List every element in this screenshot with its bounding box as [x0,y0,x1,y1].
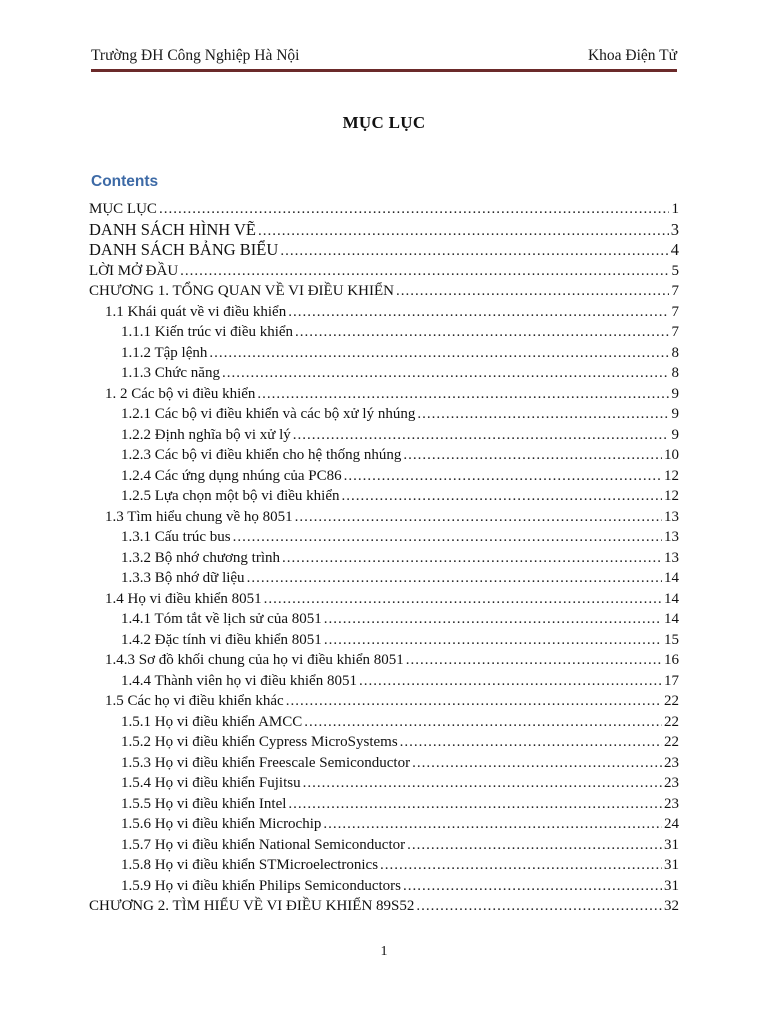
toc-entry[interactable] [89,199,679,220]
toc-leader-dots [233,527,662,548]
toc-entry[interactable] [89,630,679,651]
page-header [91,45,677,67]
toc-entry-page: 4 [670,240,679,259]
toc-leader-dots [180,261,669,282]
toc-entry-label: 1.5.3 Họ vi điều khiển Freescale Semiconductor [121,754,411,771]
toc-leader-dots [257,384,669,405]
toc-entry-label: DANH SÁCH HÌNH VẼ [89,219,256,239]
table-of-contents [89,199,679,917]
toc-entry-label: 1.4.1 Tóm tắt về lịch sử của 8051 [121,611,322,627]
toc-leader-dots [303,773,662,794]
toc-leader-dots [400,732,662,753]
toc-entry[interactable] [89,220,679,241]
toc-entry-label: 1.2.4 Các ứng dụng nhúng của PC86 [121,467,342,484]
toc-entry[interactable] [89,343,679,364]
toc-leader-dots [324,609,662,630]
header-school: Trường ĐH Công Nghiệp Hà Nội [91,47,300,64]
toc-entry[interactable] [89,261,679,282]
toc-entry-label: 1.1.3 Chức năng [121,365,220,381]
toc-leader-dots [295,507,662,528]
toc-entry-label: 1.3.3 Bộ nhớ dữ liệu [121,570,245,586]
toc-entry-label: 1.2.2 Định nghĩa bộ vi xử lý [121,426,291,443]
toc-entry-label: 1.5 Các họ vi điều khiển khác [105,693,284,709]
toc-leader-dots [396,281,669,302]
toc-entry-label: 1.5.8 Họ vi điều khiển STMicroelectronics [121,857,379,873]
toc-leader-dots [280,241,668,262]
toc-entry-label: 1.5.1 Họ vi điều khiển AMCC [121,713,303,730]
toc-leader-dots [293,425,669,446]
toc-entry-page: 9 [671,385,679,402]
toc-entry-page: 23 [664,775,679,791]
toc-entry-page: 8 [671,344,679,361]
header-faculty: Khoa Điện Tử [587,47,677,64]
toc-leader-dots [324,630,662,651]
toc-leader-dots [247,568,662,589]
toc-entry-page: 13 [664,529,679,545]
toc-entry-label: 1.1 Khái quát về vi điều khiển [105,303,287,320]
toc-entry[interactable] [89,548,679,569]
toc-entry-page: 14 [664,590,679,607]
toc-entry-page: 7 [671,303,679,320]
toc-entry-label: 1.5.4 Họ vi điều khiển Fujitsu [121,775,301,791]
toc-entry-label: 1.5.6 Họ vi điều khiển Microchip [121,816,322,832]
toc-entry[interactable] [89,568,679,589]
toc-entry-page: 3 [670,219,679,239]
toc-entry[interactable] [89,507,679,528]
contents-heading: Contents [91,173,159,190]
toc-entry[interactable] [89,281,679,302]
toc-entry-label: 1.4.4 Thành viên họ vi điều khiển 8051 [121,672,357,689]
toc-entry-page: 23 [664,754,679,771]
toc-entry[interactable] [89,671,679,692]
toc-entry[interactable] [89,753,679,774]
toc-entry-label: 1.4 Họ vi điều khiển 8051 [105,590,262,607]
toc-entry-label: MỤC LỤC [89,201,157,217]
toc-leader-dots [264,589,662,610]
toc-entry-page: 14 [664,570,679,586]
toc-entry-page: 5 [671,262,679,279]
toc-leader-dots [295,322,669,343]
toc-entry-label: 1.5.7 Họ vi điều khiển National Semiconductor [121,836,406,853]
toc-entry[interactable] [89,486,679,507]
toc-entry-page: 22 [664,734,679,750]
toc-leader-dots [412,753,662,774]
toc-entry[interactable] [89,527,679,548]
toc-leader-dots [417,404,669,425]
toc-entry-label: 1.2.5 Lựa chọn một bộ vi điều khiển [121,488,340,504]
toc-entry-label: 1.1.2 Tập lệnh [121,344,208,361]
toc-entry-page: 9 [671,426,679,443]
toc-entry-label: 1.4.2 Đặc tính vi điều khiển 8051 [121,631,322,648]
toc-entry[interactable] [89,896,679,917]
header-rule [91,69,677,72]
toc-entry-label: LỜI MỞ ĐẦU [89,262,179,279]
toc-entry[interactable] [89,609,679,630]
toc-entry-page: 31 [664,836,679,853]
toc-leader-dots [159,199,669,220]
toc-leader-dots [286,691,662,712]
toc-entry[interactable] [89,425,679,446]
toc-entry-label: CHƯƠNG 2. TÌM HIỂU VỀ VI ĐIỀU KHIỂN 89S52 [89,898,415,914]
toc-entry-page: 32 [664,898,679,914]
document-title: MỤC LỤC [342,113,426,132]
toc-leader-dots [406,650,662,671]
toc-entry[interactable] [89,589,679,610]
toc-leader-dots [344,466,662,487]
toc-leader-dots [403,876,662,897]
toc-entry-page: 12 [664,467,679,484]
toc-entry-page: 10 [664,447,679,463]
toc-entry-page: 24 [664,816,679,832]
toc-leader-dots [403,445,662,466]
toc-entry[interactable] [89,384,679,405]
toc-entry[interactable] [89,691,679,712]
toc-entry[interactable] [89,363,679,384]
toc-leader-dots [342,486,662,507]
toc-entry[interactable] [89,240,679,261]
toc-entry-label: 1.2.3 Các bộ vi điều khiển cho hệ thống nhúng [121,447,402,463]
toc-leader-dots [304,712,662,733]
toc-entry[interactable] [89,876,679,897]
toc-entry[interactable] [89,302,679,323]
toc-leader-dots [282,548,662,569]
toc-entry-label: 1.1.1 Kiến trúc vi điều khiển [121,324,294,340]
toc-entry-page: 8 [671,365,679,381]
toc-leader-dots [288,302,669,323]
toc-entry[interactable] [89,732,679,753]
toc-entry[interactable] [89,773,679,794]
toc-entry-label: 1.2.1 Các bộ vi điều khiển và các bộ xử lý nhúng [121,406,416,422]
page-number: 1 [380,944,388,959]
toc-leader-dots [407,835,662,856]
toc-entry-page: 13 [664,549,679,566]
toc-entry[interactable] [89,445,679,466]
toc-leader-dots [209,343,669,364]
toc-leader-dots [380,855,662,876]
toc-entry-page: 14 [664,611,679,627]
toc-leader-dots [288,794,662,815]
toc-entry-page: 16 [664,652,679,668]
toc-entry[interactable] [89,794,679,815]
toc-entry-page: 7 [671,283,679,299]
toc-leader-dots [222,363,669,384]
toc-entry[interactable] [89,855,679,876]
toc-entry-label: 1.5.9 Họ vi điều khiển Philips Semiconductors [121,877,401,894]
toc-entry-page: 22 [664,713,679,730]
toc-entry-label: 1.4.3 Sơ đồ khối chung của họ vi điều khiển 8051 [105,652,404,668]
toc-entry-label: 1.5.5 Họ vi điều khiển Intel [121,795,287,812]
toc-entry[interactable] [89,650,679,671]
toc-entry[interactable] [89,835,679,856]
toc-leader-dots [323,814,662,835]
toc-entry-label: 1. 2 Các bộ vi điều khiển [105,385,256,402]
toc-entry[interactable] [89,466,679,487]
toc-entry-page: 12 [664,488,679,504]
toc-entry-page: 7 [671,324,679,340]
toc-entry-page: 13 [664,508,679,525]
toc-entry-label: 1.5.2 Họ vi điều khiển Cypress MicroSystems [121,734,398,750]
toc-entry[interactable] [89,814,679,835]
toc-entry-page: 1 [671,201,679,217]
toc-entry-label: 1.3.1 Cấu trúc bus [121,529,231,545]
toc-leader-dots [359,671,662,692]
toc-entry-page: 31 [664,857,679,873]
toc-entry-page: 9 [671,406,679,422]
toc-entry-page: 22 [664,693,679,709]
toc-entry-label: CHƯƠNG 1. TỔNG QUAN VỀ VI ĐIỀU KHIỂN [89,283,394,299]
toc-entry-page: 23 [664,795,679,812]
toc-entry-label: DANH SÁCH BẢNG BIỂU [89,240,279,259]
toc-entry-page: 31 [664,877,679,894]
toc-leader-dots [416,896,662,917]
toc-entry-page: 15 [664,631,679,648]
toc-entry[interactable] [89,322,679,343]
toc-leader-dots [258,221,669,242]
toc-entry[interactable] [89,404,679,425]
toc-entry-label: 1.3.2 Bộ nhớ chương trình [121,549,280,566]
toc-entry-page: 17 [664,672,679,689]
toc-entry-label: 1.3 Tìm hiểu chung về họ 8051 [105,508,293,525]
toc-entry[interactable] [89,712,679,733]
